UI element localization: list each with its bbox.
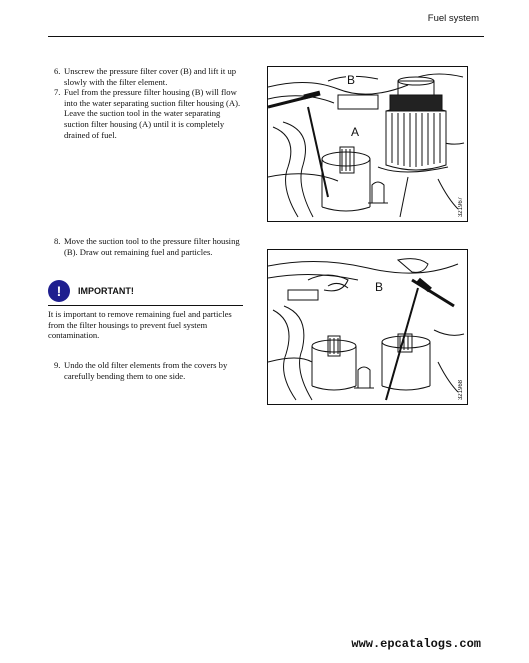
important-divider xyxy=(48,305,243,306)
important-note xyxy=(48,280,243,341)
figure-label-a: A xyxy=(351,125,360,139)
footer-watermark-url[interactable]: www.epcatalogs.com xyxy=(351,637,481,651)
step-6 xyxy=(48,66,243,87)
step-text: Move the suction tool to the pressure filter housing (B). Draw out remaining fuel and particles. xyxy=(64,236,240,257)
step-7 xyxy=(48,87,243,140)
important-icon: ! xyxy=(48,280,70,302)
important-label: IMPORTANT! xyxy=(78,285,134,296)
section-title: Fuel system xyxy=(427,13,479,24)
step-8 xyxy=(48,236,243,257)
figure-label-b: B xyxy=(375,280,384,294)
figure-code: 321968 xyxy=(458,379,464,400)
step-text: Fuel from the pressure filter housing (B) will flow into the water separating suction filter housing (A). Leave the suction tool in the water separating suction filter housing (A) until it is completely drained of fuel. xyxy=(64,87,241,140)
figure-filter-housings-1 xyxy=(267,66,468,222)
figure-filter-housings-2 xyxy=(267,249,468,405)
step-number: 9. xyxy=(54,360,61,370)
steps-block-1 xyxy=(48,66,243,140)
step-number: 6. xyxy=(54,66,61,76)
figure-label-b: B xyxy=(347,73,356,87)
important-heading xyxy=(48,280,243,302)
important-text: It is important to remove remaining fuel and particles from the filter housings to prevent fuel system contamination. xyxy=(48,309,232,341)
steps-block-2 xyxy=(48,236,243,257)
step-text: Undo the old filter elements from the covers by carefully bending them to one side. xyxy=(64,360,228,381)
step-9 xyxy=(48,360,243,381)
step-text: Unscrew the pressure filter cover (B) and lift it up slowly with the filter element. xyxy=(64,66,237,87)
step-number: 7. xyxy=(54,87,61,98)
engine-illustration-1 xyxy=(268,67,467,221)
figure-code: 321967 xyxy=(458,196,464,217)
steps-block-3 xyxy=(48,360,243,381)
engine-illustration-2 xyxy=(268,250,467,404)
header-divider xyxy=(48,36,484,37)
step-number: 8. xyxy=(54,236,61,246)
